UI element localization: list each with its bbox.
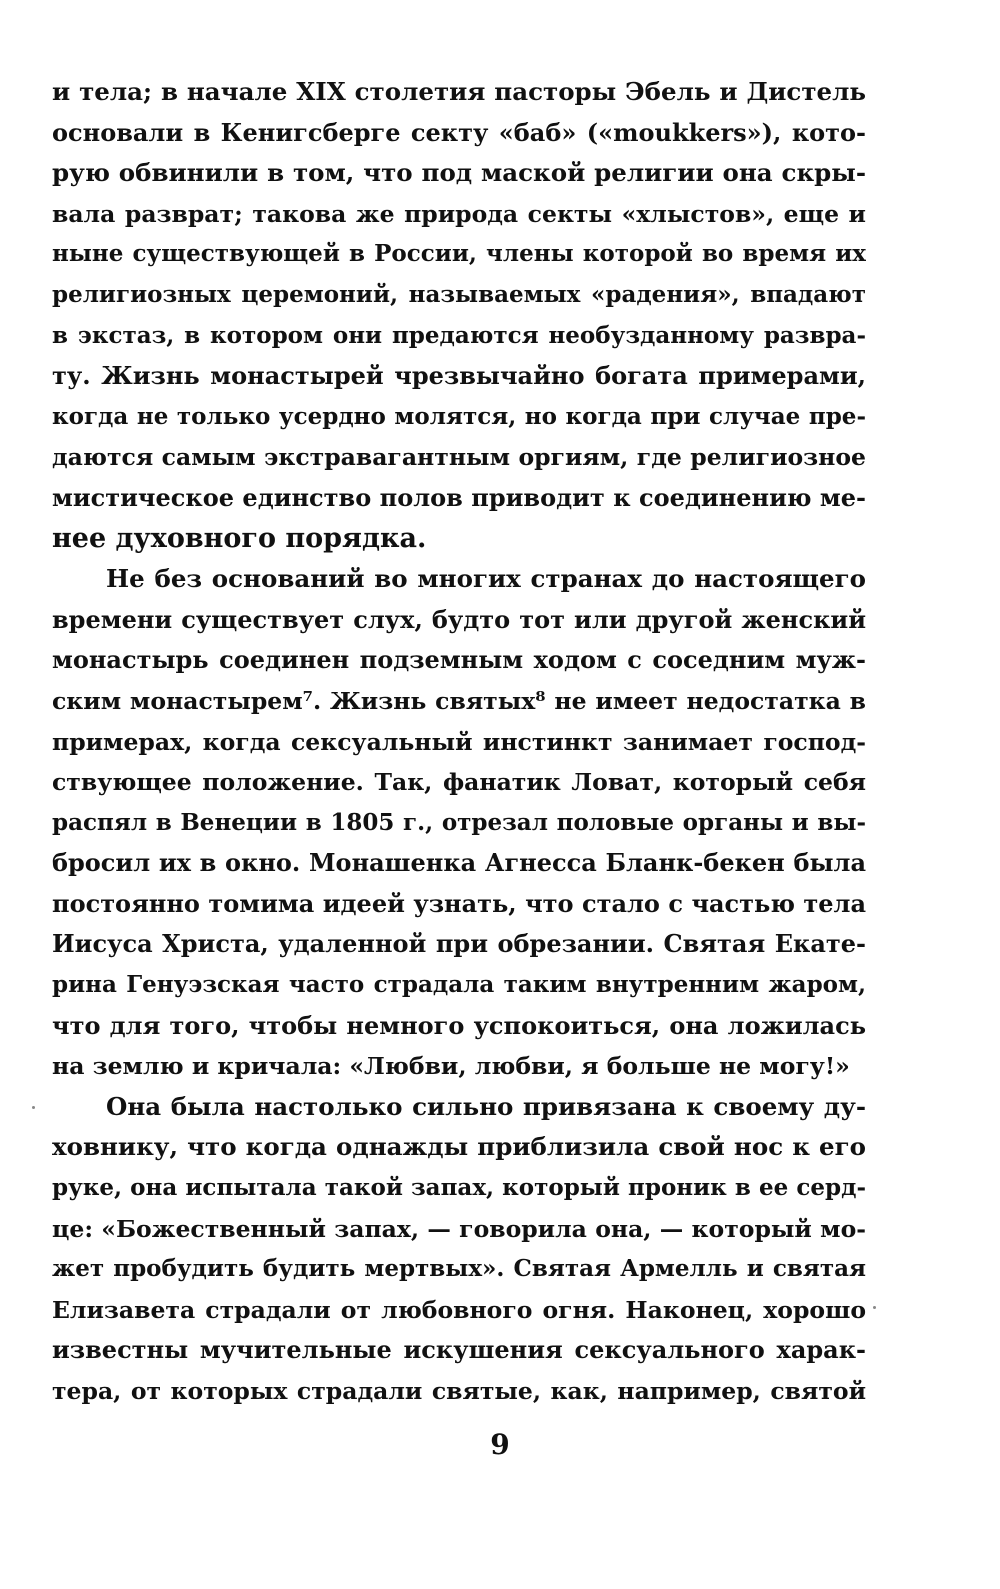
- scan-speck: [32, 1106, 35, 1109]
- text-line: Она была настолько сильно привязана к своему ду-: [106, 1091, 866, 1121]
- text-line: Елизавета страдали от любовного огня. Наконец, хорошо: [52, 1295, 866, 1324]
- text-line: це: «Божественный запах, — говорила она, — который мо-: [52, 1214, 866, 1243]
- text-line: распял в Венеции в 1805 г., отрезал половые органы и вы-: [52, 808, 866, 836]
- text-line: ствующее положение. Так, фанатик Ловат, который себя: [52, 768, 866, 797]
- text-line: вала разврат; такова же природа секты «хлыстов», еще и: [52, 199, 866, 228]
- text-line: ту. Жизнь монастырей чрезвычайно богата примерами,: [52, 361, 866, 391]
- text-line: жет пробудить будить мертвых». Святая Армелль и святая: [52, 1255, 866, 1283]
- page-number: 9: [490, 1428, 510, 1461]
- text-line: примерах, когда сексуальный инстинкт занимает господ-: [52, 727, 866, 756]
- text-line: что для того, чтобы немного успокоиться, она ложилась: [52, 1010, 866, 1040]
- body-text: [52, 72, 866, 1412]
- text-line: в экстаз, в котором они предаются необузданному развра-: [52, 321, 866, 349]
- text-line: монастырь соединен подземным ходом с соседним муж-: [52, 645, 866, 675]
- scan-speck: [873, 1306, 876, 1309]
- text-line: Не без оснований во многих странах до настоящего: [106, 564, 866, 594]
- text-line: руке, она испытала такой запах, который проник в ее серд-: [52, 1174, 866, 1202]
- text-line: бросил их в окно. Монашенка Агнесса Бланк-бекен была: [52, 848, 866, 878]
- text-line: ским монастырем⁷. Жизнь святых⁸ не имеет недостатка в: [52, 686, 866, 715]
- text-line: известны мучительные искушения сексуального харак-: [52, 1335, 866, 1365]
- text-line: мистическое единство полов приводит к соединению ме-: [52, 482, 866, 512]
- text-line: и тела; в начале XIX столетия пасторы Эбель и Дистель: [52, 77, 866, 106]
- text-line: Иисуса Христа, удаленной при обрезании. Святая Екате-: [52, 929, 866, 959]
- text-line: постоянно томима идеей узнать, что стало с частью тела: [52, 888, 866, 918]
- text-line: основали в Кенигсберге секту «баб» («moukkers»), кото-: [52, 117, 866, 147]
- text-line: когда не только усердно молятся, но когда при случае пре-: [52, 402, 866, 430]
- text-line: религиозных церемоний, называемых «радения», впадают: [52, 280, 866, 308]
- text-line: ховнику, что когда однажды приблизила свой нос к его: [52, 1132, 866, 1162]
- text-line: тера, от которых страдали святые, как, например, святой: [52, 1377, 866, 1405]
- text-line: рую обвинили в том, что под маской религии она скры-: [52, 158, 866, 188]
- text-line: нее духовного порядка.: [52, 522, 427, 554]
- text-line: рина Генуэзская часто страдала таким внутренним жаром,: [52, 971, 866, 999]
- text-line: на землю и кричала: «Любви, любви, я больше не могу!»: [52, 1052, 850, 1081]
- text-line: даются самым экстравагантным оргиям, где религиозное: [52, 443, 866, 472]
- text-line: ныне существующей в России, члены которой во время их: [52, 240, 866, 268]
- text-line: времени существует слух, будто тот или другой женский: [52, 604, 866, 634]
